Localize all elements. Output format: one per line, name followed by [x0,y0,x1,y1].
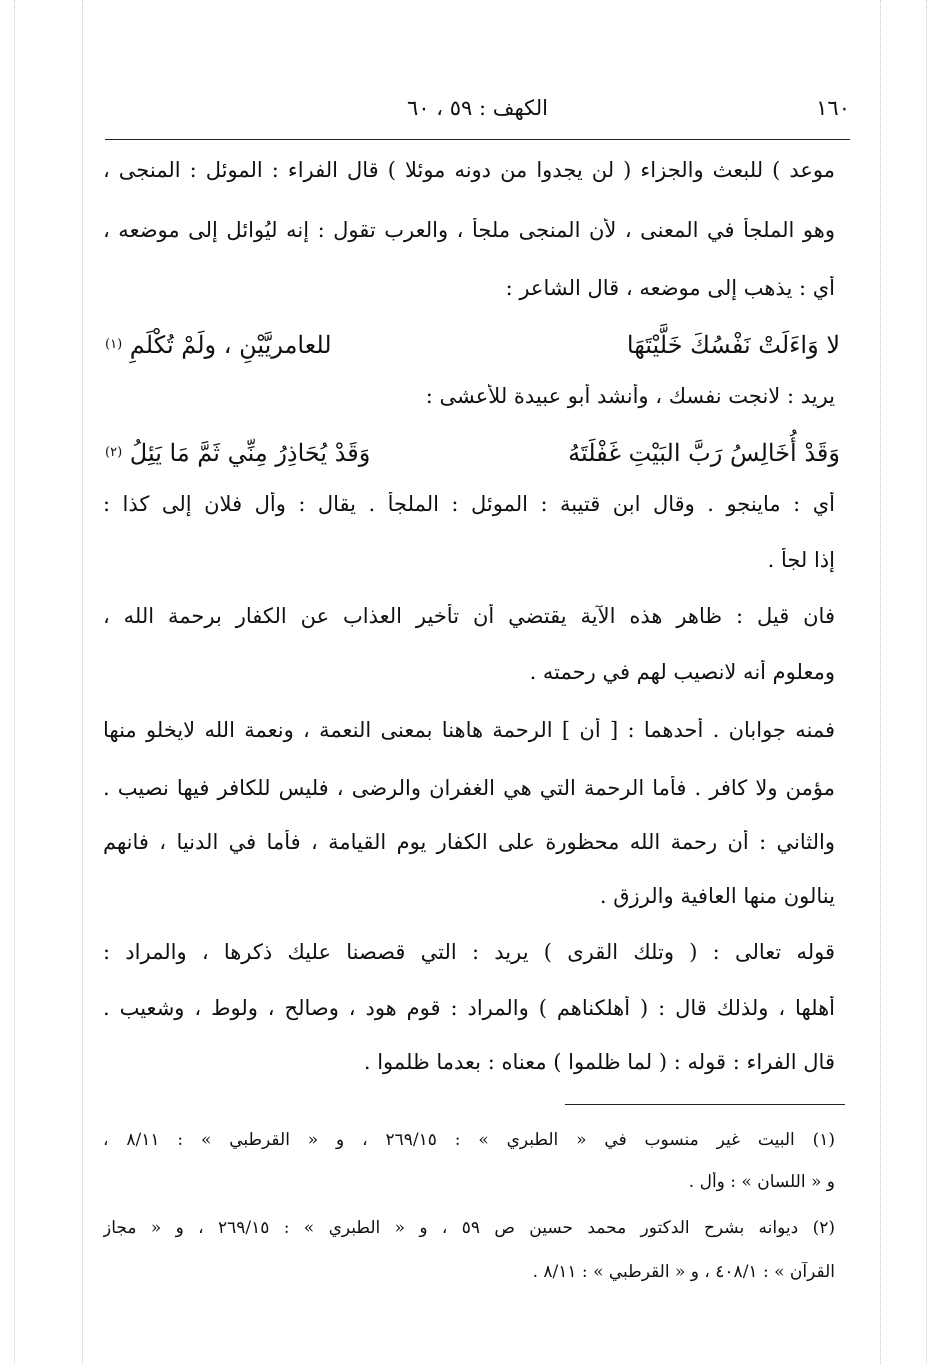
text-line: ينالون منها العافية والرزق . [599,884,835,908]
footnote-line: القرآن » : ٤٠٨/١ ، و « القرطبي » : ٨/١١ . [532,1262,835,1282]
verse-hemistich: وَقَدْ يُحَاذِرُ مِنِّي ثَمَّ مَا يَئِلُ $^{(٢)}$ [105,439,371,467]
page-number: ١٦٠ [816,96,850,120]
verse-hemistich: للعامريَّيْنِ ، ولَمْ تُكْلَمِ $^{(١)}$ [105,331,332,359]
scan-margin-left [82,0,83,1364]
text-line: موعد ) للبعث والجزاء ( لن يجدوا من دونه موئلا ) قال الفراء : الموئل : المنجى ، [103,158,835,182]
text-line: قال الفراء : قوله : ( لما ظلموا ) معناه : بعدما ظلموا . [363,1050,835,1074]
scan-edge-left [14,0,15,1364]
running-title: الكهف : ٥٩ ، ٦٠ [407,96,548,120]
footnote-line: (٢) ديوانه بشرح الدكتور محمد حسين ص ٥٩ ، و « الطبري » : ٢٦٩/١٥ ، و « مجاز [103,1218,835,1238]
footnote-ref: (٢) [105,445,123,460]
verse-hemistich: وَقَدْ أُخَالِسُ رَبَّ البَيْتِ غَفْلَتَهُ [568,439,840,467]
text-line: أهلها ، ولذلك قال : ( أهلكناهم ) والمراد : قوم هود ، وصالح ، ولوط ، وشعيب . [103,996,835,1020]
text-line: أي : يذهب إلى موضعه ، قال الشاعر : [505,276,835,300]
text-line: ومعلوم أنه لانصيب لهم في رحمته . [529,660,835,684]
scan-edge-right [926,0,927,1364]
footnote-line: (١) البيت غير منسوب في « الطبري » : ٢٦٩/١٥ ، و « القرطبي » : ٨/١١ ، [103,1130,835,1150]
text-line: قوله تعالى : ( وتلك القرى ) يريد : التي قصصنا عليك ذكرها ، والمراد : [103,940,835,964]
page-header [105,96,850,126]
text-line: إذا لجأ . [767,548,835,572]
text-line: فان قيل : ظاهر هذه الآية يقتضي أن تأخير العذاب عن الكفار برحمة الله ، [103,604,835,628]
footnote-ref: (١) [105,337,123,352]
text-line: مؤمن ولا كافر . فأما الرحمة التي هي الغفران والرضى ، فليس للكافر فيها نصيب . [103,776,835,800]
scan-margin-right [880,0,881,1364]
text-line: يريد : لانجت نفسك ، وأنشد أبو عبيدة للأعشى : [425,384,835,408]
text-line: أي : ماينجو . وقال ابن قتيبة : الموئل : الملجأ . يقال : وأل فلان إلى كذا : [103,492,835,516]
verse-hemistich: لا وَاءَلَتْ نَفْسُكَ خَلَّيْتَهَا [626,331,840,359]
footnote-separator [565,1104,845,1105]
verse-line [100,325,840,365]
text-line: وهو الملجأ في المعنى ، لأن المنجى ملجأ ، والعرب تقول : إنه ليُوائل إلى موضعه ، [103,218,835,242]
text-line: فمنه جوابان . أحدهما : [ أن ] الرحمة هاهنا بمعنى النعمة ، ونعمة الله لايخلو منها [103,718,835,742]
header-rule [105,139,850,140]
text-line: والثاني : أن رحمة الله محظورة على الكفار يوم القيامة ، فأما في الدنيا ، فانهم [103,830,835,854]
verse-line [100,433,840,473]
footnote-line: و « اللسان » : وأل . [688,1172,835,1192]
